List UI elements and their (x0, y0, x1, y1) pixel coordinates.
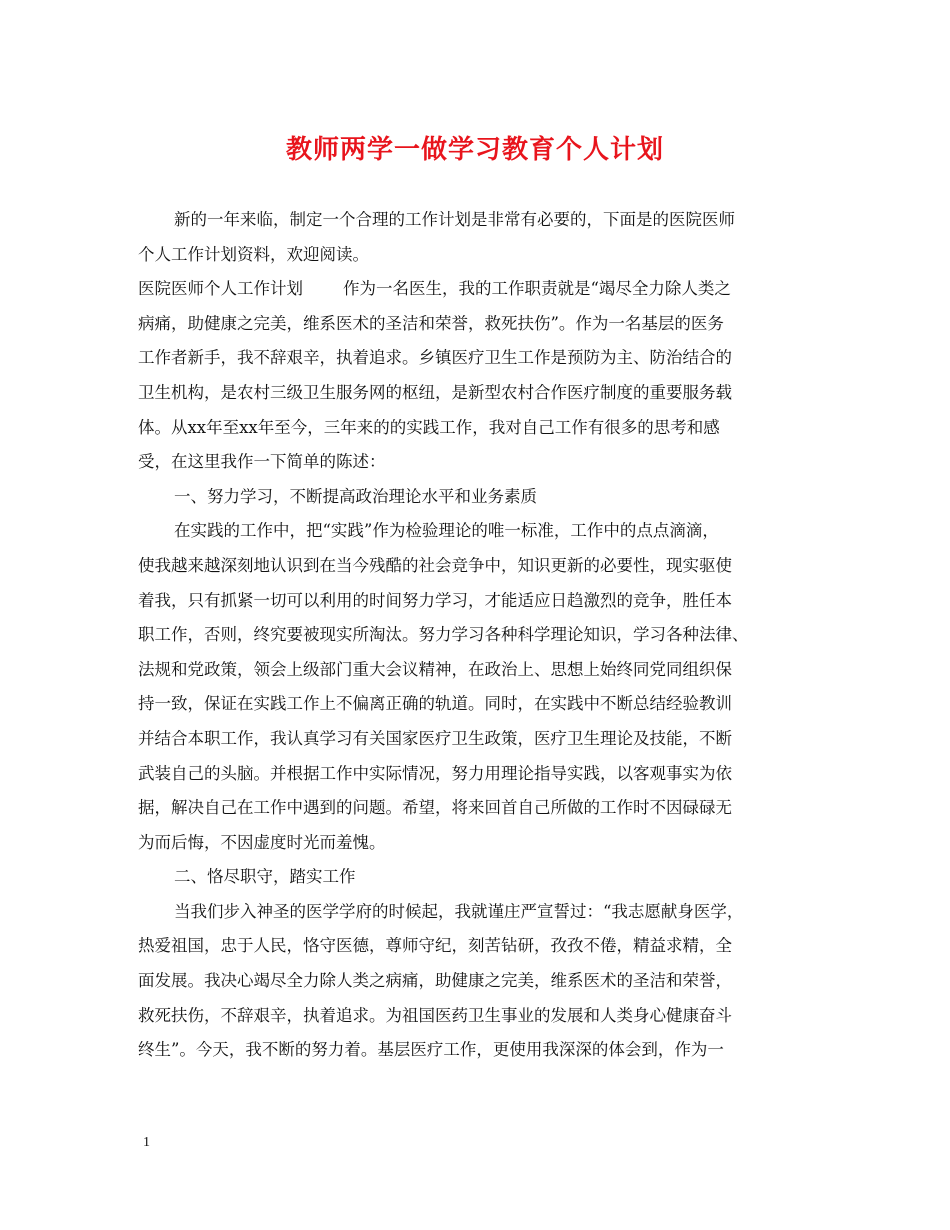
text-line: 新的一年来临，制定一个合理的工作计划是非常有必要的，下面是的医院医师 (174, 210, 735, 229)
document-body (138, 203, 820, 1068)
text-line: 据，解决自己在工作中遇到的问题。希望，将来回首自己所做的工作时不因碌碌无 (138, 798, 732, 818)
plan-heading-text: 作为一名医生，我的工作职责就是“竭尽全力除人类之 (343, 279, 731, 299)
text-line: 面发展。我决心竭尽全力除人类之病痛，助健康之完美，维系医术的圣洁和荣誉， (138, 971, 732, 991)
text-line: 当我们步入神圣的医学学府的时候起，我就谨庄严宣誓过：“我志愿献身医学， (174, 901, 744, 921)
text-line: 工作者新手，我不辞艰辛，执着追求。乡镇医疗卫生工作是预防为主、防治结合的 (138, 348, 732, 368)
text-line: 救死扶伤，不辞艰辛，执着追求。为祖国医药卫生事业的发展和人类身心健康奋斗 (138, 1005, 732, 1025)
text-line: 持一致，保证在实践工作上不偏离正确的轨道。同时，在实践中不断总结经验教训 (138, 694, 732, 714)
text-line: 病痛，助健康之完美，维系医术的圣洁和荣誉，救死扶伤”。作为一名基层的医务 (138, 313, 724, 333)
section-heading: 一、努力学习，不断提高政治理论水平和业务素质 (174, 486, 537, 506)
text-line: 为而后悔，不因虚度时光而羞愧。 (138, 832, 386, 852)
text-line: 法规和党政策，领会上级部门重大会议精神，在政治上、思想上始终同党同组织保 (138, 659, 732, 679)
plan-heading-label: 医院医师个人工作计划 (138, 279, 303, 299)
text-line: 着我，只有抓紧一切可以利用的时间努力学习，才能适应日趋激烈的竞争，胜任本 (138, 590, 732, 610)
text-line: 职工作，否则，终究要被现实所淘汰。努力学习各种科学理论知识，学习各种法律、 (138, 625, 749, 645)
text-line: 个人工作计划资料，欢迎阅读。 (138, 244, 369, 264)
text-line: 体。从xx年至xx年至今，三年来的的实践工作，我对自己工作有很多的思考和感 (138, 417, 720, 437)
text-line: 热爱祖国，忠于人民，恪守医德，尊师守纪，刻苦钻研，孜孜不倦，精益求精，全 (138, 936, 732, 956)
plan-heading-line (138, 272, 820, 307)
text-line: 使我越来越深刻地认识到在当今残酷的社会竞争中，知识更新的必要性，现实驱使 (138, 555, 732, 575)
text-line: 并结合本职工作，我认真学习有关国家医疗卫生政策，医疗卫生理论及技能，不断 (138, 728, 732, 748)
text-line: 在实践的工作中，把“实践”作为检验理论的唯一标准，工作中的点点滴滴， (174, 521, 719, 541)
text-line: 武装自己的头脑。并根据工作中实际情况，努力用理论指导实践，以客观事实为依 (138, 763, 732, 783)
text-line: 卫生机构，是农村三级卫生服务网的枢纽，是新型农村合作医疗制度的重要服务载 (138, 382, 732, 402)
document-title: 教师两学一做学习教育个人计划 (285, 135, 664, 165)
page-number: 1 (143, 1135, 150, 1150)
section-heading: 二、恪尽职守，踏实工作 (174, 867, 356, 887)
text-line: 受，在这里我作一下简单的陈述： (138, 452, 386, 472)
text-line: 终生”。今天，我不断的努力着。基层医疗工作，更使用我深深的体会到，作为一 (138, 1040, 724, 1060)
